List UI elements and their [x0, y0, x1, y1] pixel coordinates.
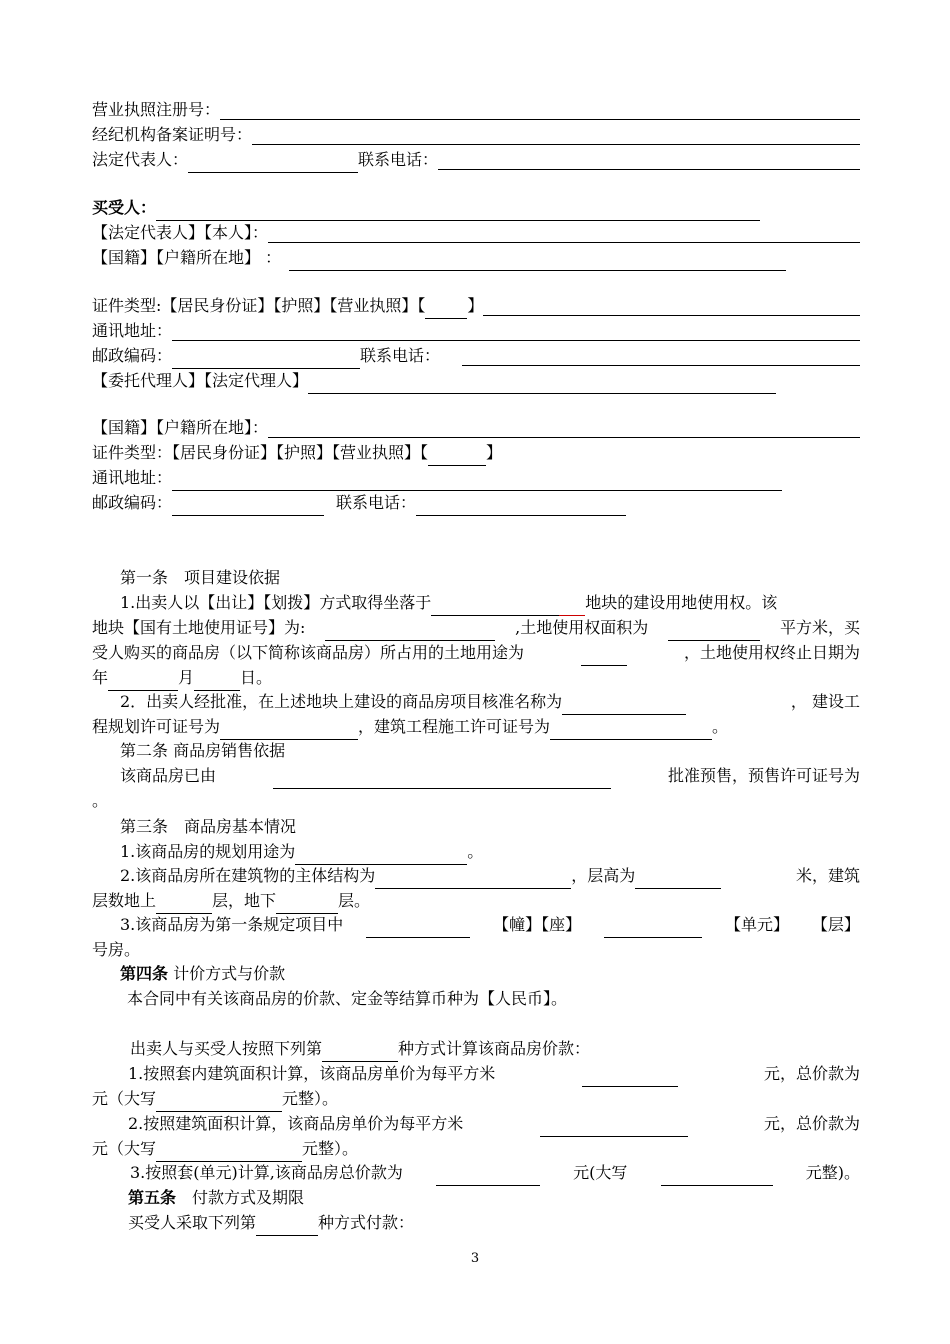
project-name-field[interactable] [562, 697, 686, 715]
agent-address-field[interactable] [172, 473, 782, 491]
article3-p3-text-a: 3.该商品房为第一条规定项目中 [120, 915, 344, 934]
article4-m3-line [130, 1161, 860, 1186]
article3-p3-line2: 号房。 [92, 940, 141, 959]
land-location-field[interactable] [431, 598, 559, 616]
m3-total-field[interactable] [436, 1168, 540, 1186]
buyer-postcode-label: 邮政编码： [92, 346, 173, 365]
article5-title [128, 1186, 860, 1211]
agency-record-field[interactable] [252, 127, 860, 145]
legal-rep-label: 法定代表人： [92, 150, 189, 169]
article2-text-a: 该商品房已由 [120, 766, 217, 785]
buyer-label: 买受人： [92, 198, 157, 217]
floors-above-field[interactable] [156, 896, 212, 914]
article4-m2-text-b: 元，总价款为 [763, 1114, 860, 1133]
article1-p1-line4 [92, 666, 860, 691]
land-location-field-tail[interactable] [559, 598, 585, 616]
article1-p2-text-c: 程规划许可证号为 [92, 717, 221, 736]
m1-unit-price-field[interactable] [582, 1069, 678, 1087]
article1-p1-text-d: ,土地使用权面积为 [515, 618, 649, 637]
article4-m1-text-b: 元，总价款为 [763, 1064, 860, 1083]
floor-height-field[interactable] [635, 871, 721, 889]
agent-id-type-other-field[interactable] [428, 448, 486, 466]
buyer-address-label: 通讯地址： [92, 321, 173, 340]
article1-p2-text-d: ，建筑工程施工许可证号为 [358, 717, 551, 736]
article3-p1-text-b: 。 [467, 842, 484, 861]
m2-unit-price-field[interactable] [540, 1119, 688, 1137]
buyer-id-type-other-field[interactable] [425, 301, 467, 319]
agent-id-type-close: 】 [486, 443, 503, 462]
buyer-line [92, 196, 860, 221]
article4-method-text-b: 种方式计算该商品房价款： [398, 1039, 591, 1058]
presale-authority-field[interactable] [273, 771, 611, 789]
m3-total-words-field[interactable] [661, 1168, 773, 1186]
article2-line1 [120, 764, 860, 789]
article1-title: 第一条 项目建设依据 [120, 568, 281, 587]
article5-text-b: 种方式付款： [318, 1213, 415, 1232]
buyer-field[interactable] [156, 203, 760, 221]
buyer-rep-field[interactable] [268, 225, 860, 243]
agent-id-type-label: 证件类型：【居民身份证】【护照】【营业执照】【 [92, 443, 429, 462]
license-no-label: 营业执照注册号： [92, 100, 221, 119]
buyer-phone-label: 联系电话： [360, 346, 441, 365]
article3-p3-text-d: 【层】 [811, 915, 860, 934]
article2-text-b: 批准预售，预售许可证号为 [667, 766, 860, 785]
buyer-nationality-label: 【国籍】【户籍所在地】 ： [92, 248, 282, 267]
planned-use-field[interactable] [295, 847, 467, 865]
buyer-nationality-field[interactable] [289, 253, 786, 271]
buyer-postcode-line [92, 344, 860, 369]
agent-phone-label: 联系电话： [336, 493, 417, 512]
page-number: 3 [470, 1251, 480, 1266]
structure-field[interactable] [375, 871, 571, 889]
end-month-field[interactable] [108, 673, 178, 691]
article4-method-line [130, 1037, 860, 1062]
article5-title-bold: 第五条 [128, 1188, 177, 1207]
land-area-field[interactable] [668, 623, 760, 641]
buyer-address-field[interactable] [172, 323, 860, 341]
article5-text-a: 买受人采取下列第 [128, 1213, 257, 1232]
buyer-agent-label: 【委托代理人】【法定代理人】 [92, 371, 309, 390]
article4-title-rest: 计价方式与价款 [168, 964, 286, 983]
article5-title-rest: 付款方式及期限 [176, 1188, 305, 1207]
buyer-agent-field[interactable] [308, 376, 776, 394]
article4-currency: 本合同中有关该商品房的价款、定金等结算币种为【人民币】。 [127, 989, 568, 1008]
article1-p1-line1 [120, 591, 860, 616]
article3-p2-text-d: 层数地上 [92, 891, 157, 910]
buyer-nationality-line [92, 246, 860, 271]
article4-m1-line1 [128, 1062, 860, 1087]
planning-permit-field[interactable] [220, 722, 358, 740]
buyer-address-line [92, 319, 860, 344]
payment-method-field[interactable] [256, 1218, 318, 1236]
agent-nationality-label: 【国籍】【户籍所在地】： [92, 418, 269, 437]
article1-p1-text-f: 受人购买的商品房（以下简称该商品房）所占用的土地用途为 [92, 643, 525, 662]
buyer-id-type-line [92, 294, 860, 319]
article3-p1 [120, 840, 860, 865]
article4-m1-text-d: 元整）。 [282, 1089, 339, 1108]
buyer-id-type-close: 】 [467, 296, 484, 315]
article4-m1-text-a: 1.按照套内建筑面积计算，该商品房单价为每平方米 [128, 1064, 496, 1083]
article4-m2-text-c: 元（大写 [92, 1139, 157, 1158]
license-no-field[interactable] [220, 102, 860, 120]
article4-m2-text-d: 元整）。 [302, 1139, 359, 1158]
article4-m2-line1 [128, 1112, 860, 1137]
article5-line [128, 1211, 860, 1236]
agent-postcode-field[interactable] [172, 498, 324, 516]
buyer-agent-line [92, 369, 860, 394]
buyer-postcode-field[interactable] [172, 351, 360, 369]
buyer-rep-line [92, 221, 860, 246]
article3-p3-text-b: 【幢】【座】 [493, 915, 582, 934]
floors-below-field[interactable] [276, 896, 338, 914]
article2-line2: 。 [92, 791, 109, 810]
m1-total-words-field[interactable] [156, 1094, 282, 1112]
article4-m1-text-c: 元（大写 [92, 1089, 157, 1108]
agent-phone-field[interactable] [416, 498, 626, 516]
article4-m2-line2 [92, 1137, 860, 1162]
legal-rep-phone-label: 联系电话： [358, 150, 439, 169]
legal-rep-phone-field[interactable] [438, 152, 860, 170]
article4-method-text-a: 出卖人与买受人按照下列第 [130, 1039, 323, 1058]
article1-p2-text-e: 。 [712, 717, 729, 736]
m2-total-words-field[interactable] [156, 1144, 302, 1162]
agent-address-label: 通讯地址： [92, 468, 173, 487]
article3-p2-text-c: 米，建筑 [795, 866, 860, 885]
building-no-field[interactable] [366, 920, 470, 938]
agent-postcode-label: 邮政编码： [92, 493, 173, 512]
article1-p2-line2 [92, 715, 860, 740]
agent-nationality-line [92, 416, 860, 441]
article4-title-bold: 第四条 [120, 964, 169, 983]
land-use-field[interactable] [581, 648, 627, 666]
article4-m3-text-c: 元整)。 [805, 1163, 860, 1182]
agent-postcode-line [92, 491, 860, 516]
article1-p1-line3 [92, 641, 860, 666]
article3-p3-text-c: 【单元】 [724, 915, 789, 934]
article1-p1-text-a: 1.出卖人以【出让】【划拨】方式取得坐落于 [120, 593, 432, 612]
article3-p2-text-f: 层。 [338, 891, 371, 910]
article4-title [120, 962, 860, 987]
end-day-field[interactable] [194, 673, 240, 691]
agent-id-type-line [92, 441, 860, 466]
article1-p1-text-g: ，土地使用权终止日期为 [683, 643, 860, 662]
article3-p2-line1 [120, 864, 860, 889]
article3-p1-text-a: 1.该商品房的规划用途为 [120, 842, 296, 861]
article1-p2-text-a: 2．出卖人经批准，在上述地块上建设的商品房项目核准名称为 [120, 692, 563, 711]
article1-p1-text-c: 地块【国有土地使用证号】为: [92, 618, 306, 637]
buyer-id-type-label: 证件类型:【居民身份证】【护照】【营业执照】【 [92, 296, 426, 315]
unit-no-field[interactable] [604, 920, 702, 938]
article3-p2-text-a: 2.该商品房所在建筑物的主体结构为 [120, 866, 376, 885]
end-year-label: 年 [92, 668, 109, 687]
agency-record-label: 经纪机构备案证明号： [92, 125, 253, 144]
article1-p1-text-e: 平方米，买 [779, 618, 860, 637]
agent-address-line [92, 466, 860, 491]
article3-p3-line1 [120, 913, 860, 938]
end-day-label: 日。 [240, 668, 273, 687]
buyer-id-no-field[interactable] [483, 298, 860, 316]
buyer-rep-label: 【法定代表人】【本人】： [92, 223, 269, 242]
legal-rep-line [92, 148, 860, 173]
article3-p2-text-b: ，层高为 [571, 866, 636, 885]
article4-m1-line2 [92, 1087, 860, 1112]
pricing-method-field[interactable] [322, 1044, 398, 1062]
construction-permit-field[interactable] [550, 722, 712, 740]
agency-record-line [92, 123, 860, 148]
article4-m3-text-b: 元(大写 [573, 1163, 628, 1182]
agent-nationality-field[interactable] [268, 420, 860, 438]
article3-title: 第三条 商品房基本情况 [120, 817, 297, 836]
end-month-label: 月 [178, 668, 195, 687]
buyer-phone-field[interactable] [462, 348, 860, 366]
land-cert-no-field[interactable] [325, 623, 495, 641]
article1-p2-text-b: ， 建设工 [790, 692, 860, 711]
legal-rep-field[interactable] [188, 155, 358, 173]
article4-m2-text-a: 2.按照建筑面积计算，该商品房单价为每平方米 [128, 1114, 464, 1133]
article3-p2-line2 [92, 889, 860, 914]
article3-p2-text-e: 层，地下 [212, 891, 277, 910]
license-no-line [92, 98, 860, 123]
article2-title: 第二条 商品房销售依据 [120, 741, 286, 760]
article4-m3-text-a: 3.按照套(单元)计算,该商品房总价款为 [130, 1163, 403, 1182]
article1-p1-line2 [92, 616, 860, 641]
article1-p1-text-b: 地块的建设用地使用权。该 [585, 593, 778, 612]
article1-p2-line1 [120, 690, 860, 715]
